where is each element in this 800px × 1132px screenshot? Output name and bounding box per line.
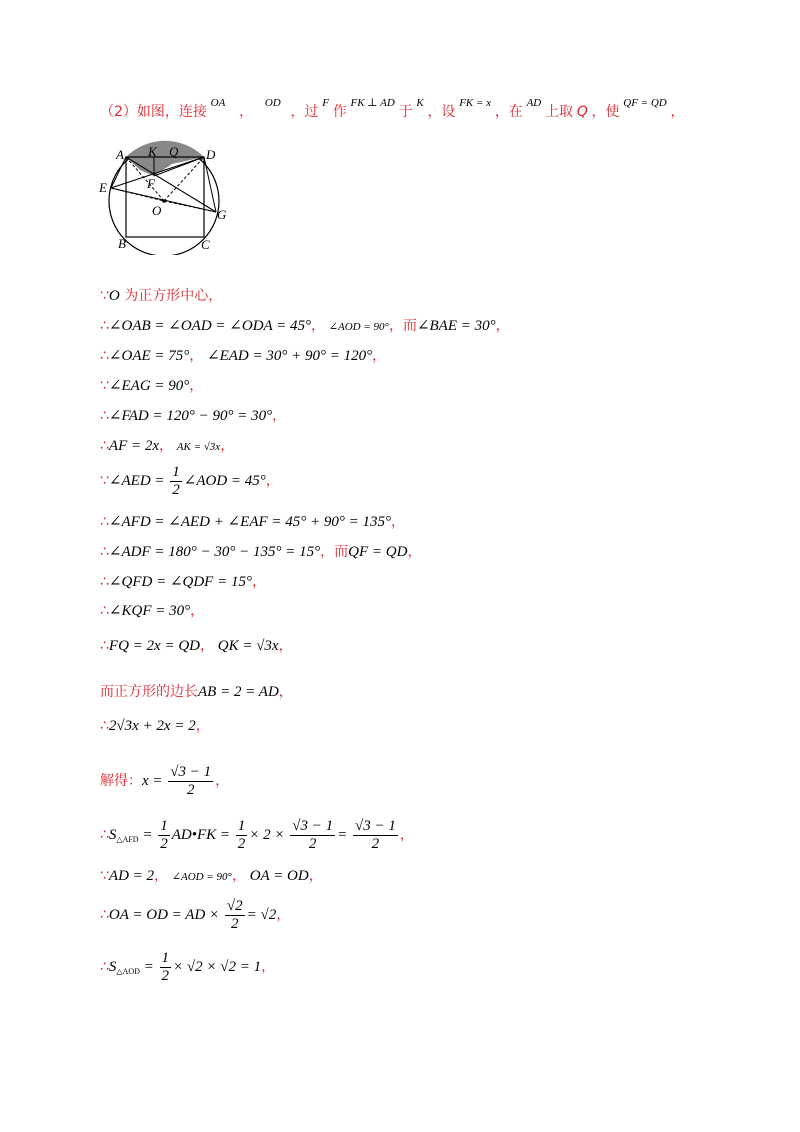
step-math: ∠OAE = 75° [108,348,190,364]
step-line [100,636,293,656]
intro-od: OD [264,97,281,109]
intro-shi: ，使 [591,104,620,120]
step-math: x = [142,773,163,789]
step-symbol: ∴ [100,959,109,975]
step-math2: ∠EAD = 30° + 90° = 120° [207,348,373,364]
step-line [100,762,229,800]
area-subscript: △AFD [116,835,139,844]
step-math3: OA = OD [249,868,309,884]
step-line [100,716,210,736]
step-math: = [143,959,154,975]
step-symbol: ∴ [100,907,109,923]
step-end: ， [278,638,293,654]
label-g: G [217,207,227,222]
fraction [160,950,172,985]
step-math: AF = 2x [108,438,160,454]
step-line [100,286,222,306]
intro-f: F [322,97,329,109]
step-symbol: ∵ [100,378,109,394]
fraction [225,898,245,933]
step-math-mid: × 2 × [249,827,285,843]
step-end: ， [278,684,293,700]
step-math2: QK = √3x [217,638,279,654]
step-end: ， [372,348,387,364]
step-math-mid: = [337,827,348,843]
intro-she: ，设 [427,104,456,120]
label-d: D [206,147,216,162]
intro-part: （2）如图，连接 [100,104,207,120]
fraction-numerator: √2 [226,898,243,915]
step-end: ， [220,438,235,454]
fraction [158,818,170,853]
shaded-region [126,157,204,176]
step-symbol: ∴ [100,718,109,734]
intro-fk: FK ⊥ AD [350,97,395,109]
step-line [100,866,323,887]
step-math: ∠QFD = ∠QDF = 15° [108,574,252,590]
step-math: OA = OD = AD × [108,907,220,923]
step-symbol: ∴ [100,603,109,619]
step-end: ， [495,318,510,334]
step-math: ∠EAG = 90° [108,378,190,394]
area-subscript: △AOD [116,967,140,976]
step-math: ∠AED = [108,473,165,489]
fraction-denominator: 2 [231,916,239,933]
step-sep: ， [231,868,246,884]
step-math: ∠ADF = 180° − 30° − 135° = 15° [108,544,321,560]
step-math: AB = 2 = AD [198,684,279,700]
label-a: A [116,147,124,162]
step-line [100,512,405,532]
fraction-numerator: 1 [237,818,246,835]
step-math3: ∠BAE = 30° [416,318,496,334]
segment-og [164,201,216,212]
fraction-numerator: 1 [160,818,168,835]
step-math: ∠AFD = ∠AED + ∠EAF = 45° + 90° = 135° [108,514,392,530]
fraction [168,764,213,799]
area-label: S [108,959,117,975]
fraction-denominator: 2 [161,968,170,985]
step-math: AD = 2 [108,868,155,884]
step-line [100,436,234,457]
step-math: FQ = 2x = QD [108,638,200,654]
step-line [100,542,421,562]
step-math-post: = √2 [246,907,277,923]
intro-zuo: 作 [332,104,347,120]
step-end: ， [189,378,204,394]
intro-zai: ，在 [494,104,523,120]
step-end: ， [190,603,205,619]
step-math-post: ∠AOD = 45° [183,473,266,489]
intro-line [100,97,685,123]
segment-dg [204,157,216,212]
step-line [100,462,280,500]
step-math: ∠OAB = ∠OAD = ∠ODA = 45° [108,318,312,334]
intro-fkx: FK = x [459,97,492,109]
label-k: K [148,144,157,159]
label-q: Q [169,144,179,159]
intro-shangqu: 上取 [544,104,573,120]
step-sep: ， [154,868,169,884]
step-math-mid: AD•FK = [171,827,230,843]
step-text: 解得： [100,773,142,789]
step-symbol: ∴ [100,438,109,454]
intro-yu: 于 [398,104,413,120]
step-symbol: ∴ [100,544,109,560]
geometry-figure [98,140,238,255]
step-text: ，而 [320,544,349,560]
step-text: 为正方形中心， [119,288,223,304]
intro-qfqd: QF = QD [623,97,667,109]
fraction-denominator: 2 [237,836,246,853]
step-line [100,816,414,859]
intro-q: Q [576,104,588,120]
step-symbol: ∴ [100,514,109,530]
step-end: ， [261,959,276,975]
step-symbol: ∵ [100,473,109,489]
step-text: 而正方形的边长 [100,684,198,700]
fraction-denominator: 2 [186,782,195,799]
fraction-numerator: 1 [172,464,180,481]
label-c: C [201,237,210,252]
step-math2: ∠AOD = 90° [171,871,232,883]
fraction [353,818,398,853]
fraction-denominator: 2 [172,482,180,499]
intro-k: K [416,97,424,109]
step-end: ， [308,868,323,884]
fraction [236,818,248,853]
step-math2: AK = √3x [176,441,221,453]
step-sep: ， [159,438,174,454]
fraction-denominator: 2 [371,836,380,853]
shaded-arc [126,141,204,157]
step-end: ， [251,574,266,590]
intro-oa: OA [210,97,226,109]
step-symbol: ∴ [100,318,109,334]
step-sep: ， [311,318,326,334]
step-line [100,316,510,337]
step-end: ， [276,907,291,923]
intro-ad: AD [526,97,542,109]
step-math: = [142,827,153,843]
step-line [100,896,290,934]
area-label: S [108,827,117,843]
segment-ag [126,157,216,212]
step-line [100,376,203,396]
step-sep: ， [199,638,214,654]
step-end: ， [265,473,280,489]
step-end: ， [399,827,414,843]
intro-comma2: ，过 [290,104,319,120]
step-math: O [108,288,120,304]
fraction-numerator: √3 − 1 [170,764,212,781]
step-symbol: ∴ [100,827,109,843]
step-line [100,572,266,592]
step-symbol: ∵ [100,868,109,884]
step-math2: ∠AOD = 90° [328,321,389,333]
intro-end: ， [670,104,685,120]
step-math3: QF = QD [348,544,408,560]
point-o [162,199,166,203]
label-b: B [118,236,126,251]
step-end: ， [195,718,210,734]
step-line [100,346,386,366]
label-o: O [152,203,162,218]
fraction-numerator: √3 − 1 [354,818,396,835]
step-math: ∠FAD = 120° − 90° = 30° [108,408,273,424]
step-symbol: ∴ [100,408,109,424]
step-symbol: ∵ [100,288,109,304]
step-math: 2√3x + 2x = 2 [108,718,196,734]
step-end: ， [272,408,287,424]
step-text: ，而 [388,318,417,334]
fraction-denominator: 2 [160,836,168,853]
fraction-numerator: 1 [161,950,170,967]
step-line [100,948,275,991]
step-end: ， [407,544,422,560]
fraction [290,818,335,853]
step-sep: ， [189,348,204,364]
fraction-denominator: 2 [308,836,317,853]
step-line [100,601,204,621]
label-f: F [147,176,155,191]
intro-comma1: ， [239,104,254,120]
fraction [170,464,182,499]
fraction-numerator: √3 − 1 [292,818,334,835]
step-symbol: ∴ [100,348,109,364]
step-line [100,406,286,426]
step-math: ∠KQF = 30° [108,603,191,619]
step-math-post: × √2 × √2 = 1 [173,959,262,975]
step-symbol: ∴ [100,638,109,654]
step-symbol: ∴ [100,574,109,590]
step-end: ， [391,514,406,530]
label-e: E [99,180,107,195]
step-line [100,682,293,702]
step-end: ， [215,773,230,789]
